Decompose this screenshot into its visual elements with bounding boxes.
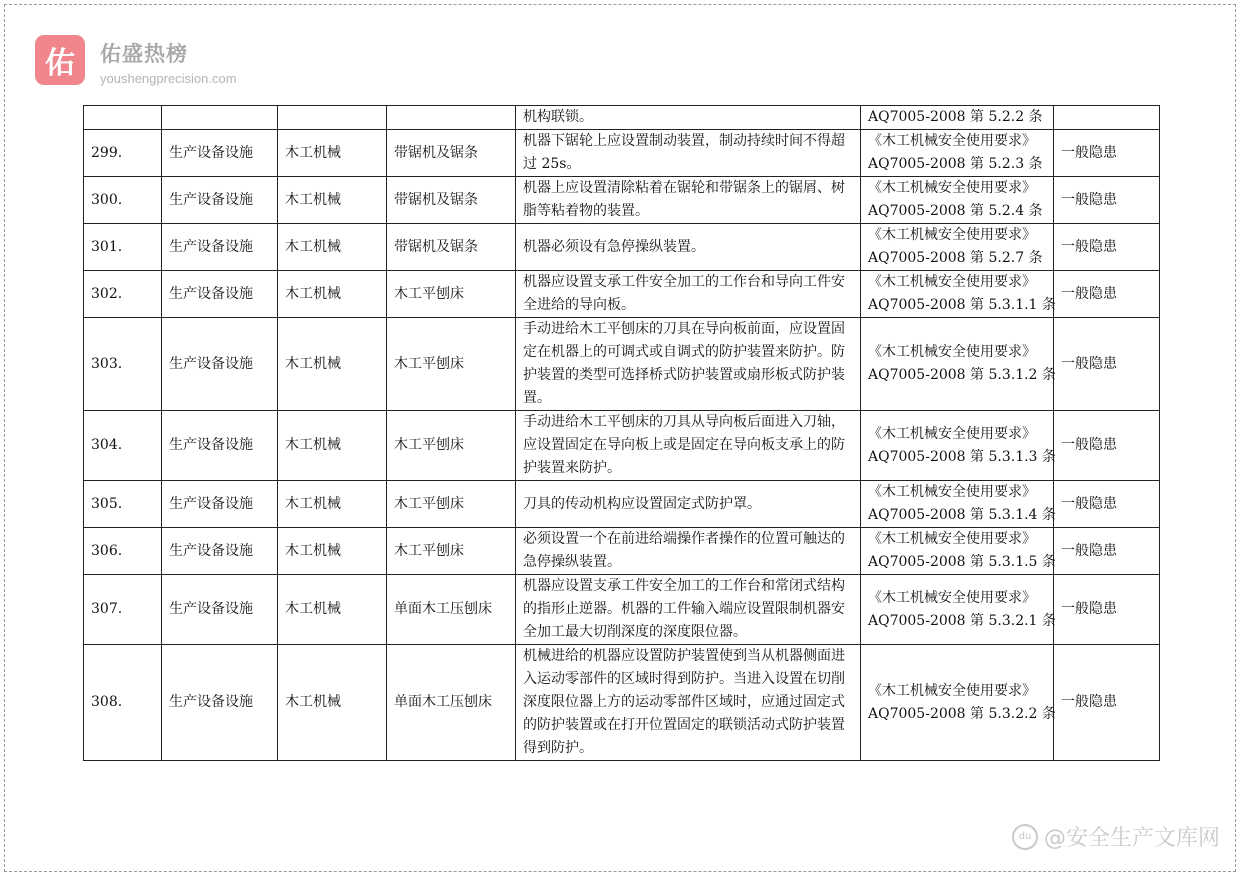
- item-requirement: 机器应设置支承工件安全加工的工作台和导向工件安全进给的导向板。: [516, 271, 861, 318]
- item-category: 生产设备设施: [162, 224, 278, 271]
- reference-line: AQ7005-2008 第 5.2.7 条: [868, 250, 1043, 266]
- item-type: 木工机械: [278, 271, 387, 318]
- item-category: 生产设备设施: [162, 177, 278, 224]
- reference-line: AQ7005-2008 第 5.2.2 条: [868, 109, 1043, 125]
- table-row: [84, 130, 1160, 177]
- item-reference: [861, 575, 1054, 645]
- item-hazard-level: 一般隐患: [1054, 177, 1160, 224]
- item-number: 304.: [84, 411, 162, 481]
- table-row: [84, 224, 1160, 271]
- item-hazard-level: 一般隐患: [1054, 645, 1160, 761]
- item-hazard-level: 一般隐患: [1054, 318, 1160, 411]
- item-number: 307.: [84, 575, 162, 645]
- reference-line: AQ7005-2008 第 5.3.1.2 条: [868, 367, 1056, 383]
- table-row: [84, 575, 1160, 645]
- item-reference: [861, 177, 1054, 224]
- item-hazard-level: [1054, 106, 1160, 130]
- item-number: 300.: [84, 177, 162, 224]
- item-type: 木工机械: [278, 575, 387, 645]
- item-type: 木工机械: [278, 411, 387, 481]
- item-requirement: 必须设置一个在前进给端操作者操作的位置可触达的急停操纵装置。: [516, 528, 861, 575]
- item-equipment: 木工平刨床: [387, 318, 516, 411]
- reference-line: AQ7005-2008 第 5.3.2.2 条: [868, 705, 1056, 722]
- item-equipment: 单面木工压刨床: [387, 645, 516, 761]
- item-category: 生产设备设施: [162, 130, 278, 177]
- table-row: [84, 177, 1160, 224]
- item-equipment: 木工平刨床: [387, 411, 516, 481]
- item-requirement: 手动进给木工平刨床的刀具在导向板前面，应设置固定在机器上的可调式或自调式的防护装置来防护。防护装置的类型可选择桥式防护装置或扇形板式防护装置。: [516, 318, 861, 411]
- item-equipment: [387, 106, 516, 130]
- brand-url: youshengprecision.com: [100, 71, 237, 86]
- reference-line: 《木工机械安全使用要求》: [868, 682, 1036, 699]
- item-type: 木工机械: [278, 224, 387, 271]
- watermark-text: @安全生产文库网: [1043, 826, 1220, 851]
- item-number: 299.: [84, 130, 162, 177]
- brand-logo-icon: 佑: [35, 35, 85, 85]
- item-requirement: 机器应设置支承工件安全加工的工作台和常闭式结构的指形止逆器。机器的工件输入端应设置限制机器安全加工最大切削深度的深度限位器。: [516, 575, 861, 645]
- table-row: [84, 411, 1160, 481]
- reference-line: 《木工机械安全使用要求》: [868, 425, 1036, 442]
- reference-line: 《木工机械安全使用要求》: [868, 180, 1036, 196]
- item-equipment: 带锯机及锯条: [387, 224, 516, 271]
- table-row: [84, 271, 1160, 318]
- item-reference: [861, 481, 1054, 528]
- item-category: [162, 106, 278, 130]
- item-hazard-level: 一般隐患: [1054, 130, 1160, 177]
- reference-line: AQ7005-2008 第 5.3.1.5 条: [868, 554, 1056, 570]
- item-category: 生产设备设施: [162, 645, 278, 761]
- du-paw-icon: du: [1012, 824, 1038, 850]
- item-type: 木工机械: [278, 318, 387, 411]
- watermark: [1012, 821, 1220, 852]
- reference-line: 《木工机械安全使用要求》: [868, 344, 1036, 360]
- item-requirement: 刀具的传动机构应设置固定式防护罩。: [516, 481, 861, 528]
- item-number: 305.: [84, 481, 162, 528]
- item-number: 308.: [84, 645, 162, 761]
- hazard-checklist-table: [83, 105, 1160, 761]
- item-number: [84, 106, 162, 130]
- item-category: 生产设备设施: [162, 481, 278, 528]
- item-hazard-level: 一般隐患: [1054, 528, 1160, 575]
- reference-line: AQ7005-2008 第 5.3.1.1 条: [868, 297, 1056, 313]
- item-number: 303.: [84, 318, 162, 411]
- brand-name: 佑盛热榜: [100, 42, 188, 66]
- item-number: 306.: [84, 528, 162, 575]
- item-equipment: 木工平刨床: [387, 528, 516, 575]
- table-row: [84, 481, 1160, 528]
- reference-line: 《木工机械安全使用要求》: [868, 484, 1036, 500]
- item-number: 302.: [84, 271, 162, 318]
- reference-line: 《木工机械安全使用要求》: [868, 274, 1036, 290]
- item-category: 生产设备设施: [162, 575, 278, 645]
- item-type: 木工机械: [278, 528, 387, 575]
- item-hazard-level: 一般隐患: [1054, 411, 1160, 481]
- item-category: 生产设备设施: [162, 318, 278, 411]
- item-requirement: 机器下锯轮上应设置制动装置，制动持续时间不得超过 25s。: [516, 130, 861, 177]
- item-equipment: 带锯机及锯条: [387, 177, 516, 224]
- item-type: 木工机械: [278, 177, 387, 224]
- reference-line: 《木工机械安全使用要求》: [868, 227, 1036, 243]
- item-equipment: 单面木工压刨床: [387, 575, 516, 645]
- item-reference: [861, 106, 1054, 130]
- reference-line: AQ7005-2008 第 5.3.1.3 条: [868, 448, 1056, 465]
- table-row: [84, 318, 1160, 411]
- item-requirement: 机器上应设置清除粘着在锯轮和带锯条上的锯屑、树脂等粘着物的装置。: [516, 177, 861, 224]
- item-requirement: 机械进给的机器应设置防护装置使到当从机器侧面进入运动零部件的区域时得到防护。当进入设置在切削深度限位器上方的运动零部件区域时，应通过固定式的防护装置或在打开位置固定的联锁活动式防护装置得到防护。: [516, 645, 861, 761]
- reference-line: AQ7005-2008 第 5.2.4 条: [868, 203, 1043, 219]
- item-reference: [861, 224, 1054, 271]
- item-type: [278, 106, 387, 130]
- item-category: 生产设备设施: [162, 411, 278, 481]
- item-type: 木工机械: [278, 130, 387, 177]
- reference-line: AQ7005-2008 第 5.3.1.4 条: [868, 507, 1056, 523]
- table-row: [84, 645, 1160, 761]
- item-hazard-level: 一般隐患: [1054, 271, 1160, 318]
- reference-line: AQ7005-2008 第 5.2.3 条: [868, 156, 1043, 172]
- table-row: [84, 106, 1160, 130]
- item-number: 301.: [84, 224, 162, 271]
- item-reference: [861, 645, 1054, 761]
- item-reference: [861, 411, 1054, 481]
- item-hazard-level: 一般隐患: [1054, 481, 1160, 528]
- item-hazard-level: 一般隐患: [1054, 575, 1160, 645]
- item-equipment: 带锯机及锯条: [387, 130, 516, 177]
- item-requirement: 机器必须设有急停操纵装置。: [516, 224, 861, 271]
- item-type: 木工机械: [278, 481, 387, 528]
- item-equipment: 木工平刨床: [387, 481, 516, 528]
- item-reference: [861, 130, 1054, 177]
- reference-line: AQ7005-2008 第 5.3.2.1 条: [868, 612, 1056, 629]
- table-row: [84, 528, 1160, 575]
- item-type: 木工机械: [278, 645, 387, 761]
- item-category: 生产设备设施: [162, 528, 278, 575]
- item-equipment: 木工平刨床: [387, 271, 516, 318]
- reference-line: 《木工机械安全使用要求》: [868, 531, 1036, 547]
- item-requirement: 机构联锁。: [516, 106, 861, 130]
- item-hazard-level: 一般隐患: [1054, 224, 1160, 271]
- reference-line: 《木工机械安全使用要求》: [868, 133, 1036, 149]
- item-reference: [861, 271, 1054, 318]
- item-reference: [861, 528, 1054, 575]
- item-category: 生产设备设施: [162, 271, 278, 318]
- item-reference: [861, 318, 1054, 411]
- reference-line: 《木工机械安全使用要求》: [868, 589, 1036, 606]
- item-requirement: 手动进给木工平刨床的刀具从导向板后面进入刀轴，应设置固定在导向板上或是固定在导向板支承上的防护装置来防护。: [516, 411, 861, 481]
